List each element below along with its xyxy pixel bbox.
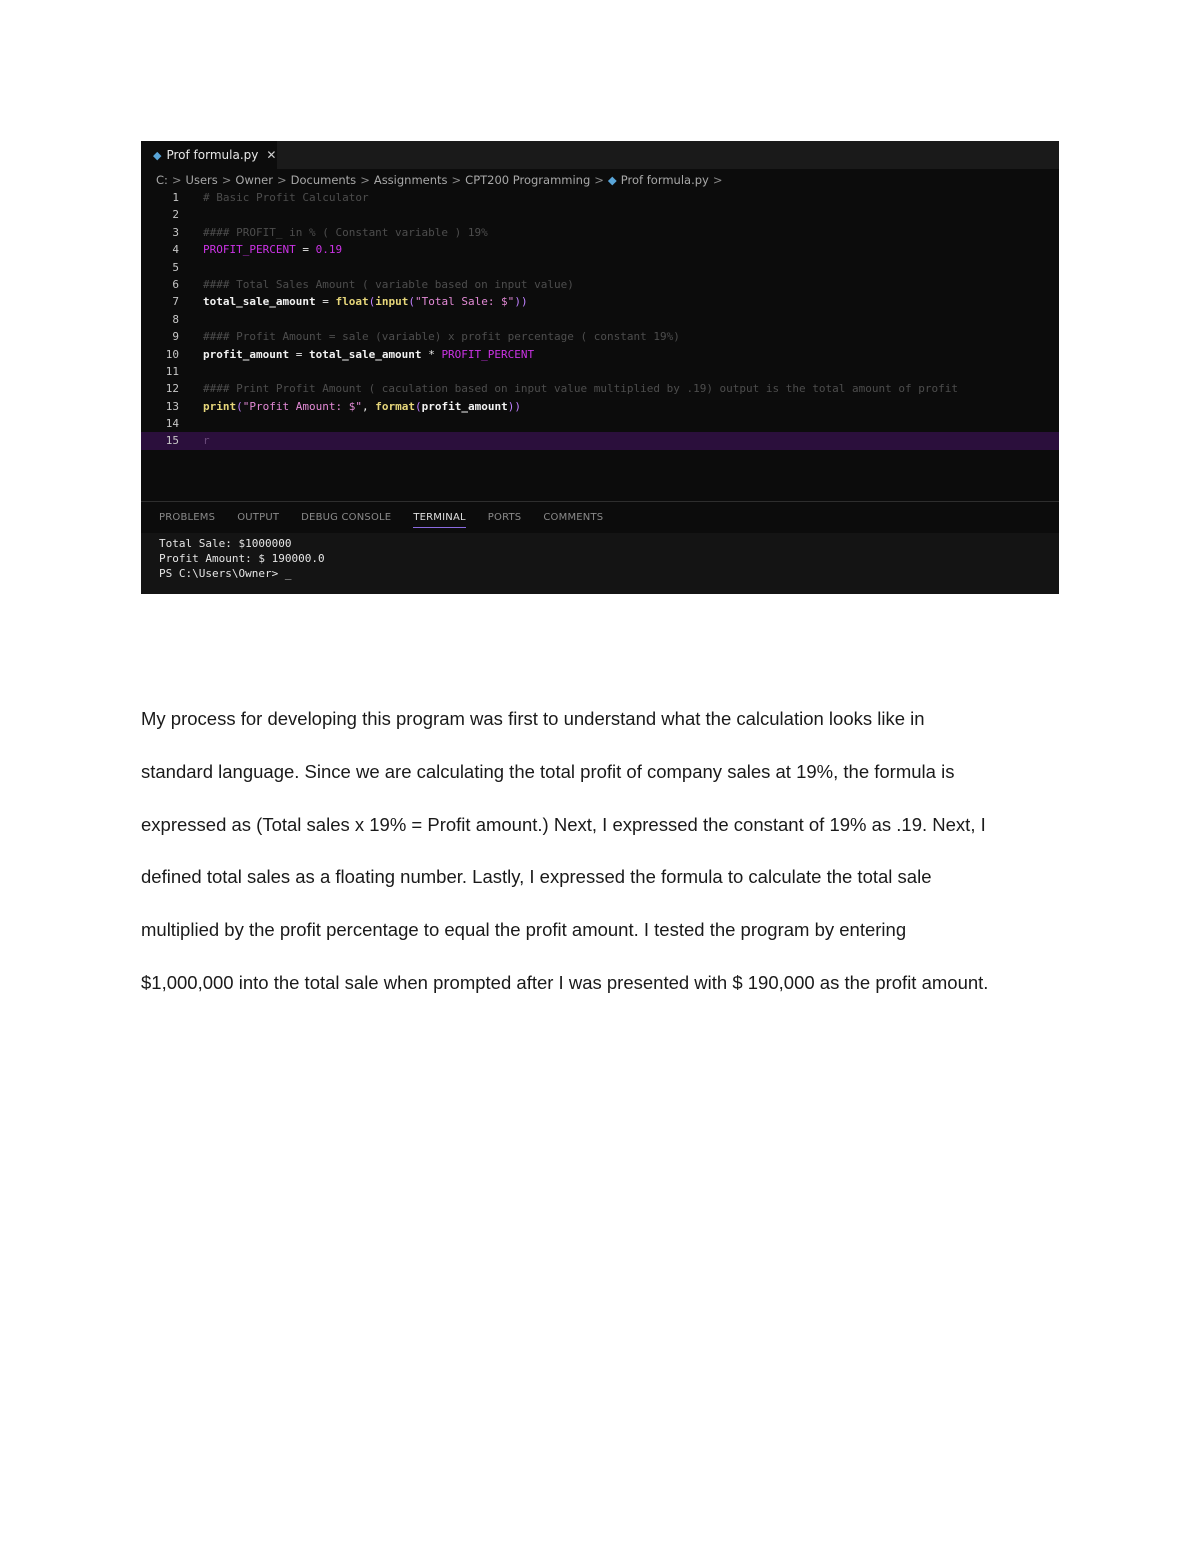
chevron-right-icon: > (171, 173, 182, 187)
code-line[interactable] (141, 398, 1059, 415)
line-number: 2 (172, 208, 179, 222)
tab-ports[interactable]: PORTS (487, 512, 522, 523)
code-line[interactable] (141, 432, 1059, 449)
python-file-icon: ◆ (607, 173, 617, 187)
line-number: 15 (165, 434, 179, 448)
tab-output[interactable]: OUTPUT (237, 512, 280, 523)
line-number: 5 (172, 260, 179, 274)
explanation-paragraph (141, 704, 1081, 1021)
breadcrumb-item[interactable]: Prof formula.py (620, 173, 709, 187)
code-line[interactable] (141, 346, 1059, 363)
line-number: 8 (172, 312, 179, 326)
line-text: # Basic Profit Calculator (203, 191, 369, 204)
paragraph-line: $1,000,000 into the total sale when prompted after I was presented with $ 190,000 as the profit amount. (141, 971, 989, 993)
breadcrumb-item[interactable]: Owner (235, 173, 273, 187)
line-number: 9 (172, 330, 179, 344)
line-number: 13 (165, 399, 179, 413)
paragraph-line: My process for developing this program was first to understand what the calculation looks like in (141, 708, 925, 729)
line-text: total_sale_amount = float(input("Total Sale: $")) (203, 295, 528, 309)
terminal-line: Profit Amount: $ 190000.0 (159, 552, 325, 565)
code-line[interactable] (141, 380, 1059, 397)
python-file-icon: ◆ (153, 148, 162, 162)
breadcrumb-item[interactable]: Users (185, 173, 218, 187)
code-line[interactable] (141, 311, 1059, 328)
line-text: #### Total Sales Amount ( variable based on input value) (203, 277, 574, 291)
terminal-line: Total Sale: $1000000 (159, 537, 292, 550)
line-number: 11 (165, 364, 179, 378)
chevron-right-icon: > (451, 173, 462, 187)
line-text: r (203, 434, 210, 448)
breadcrumb-item[interactable]: CPT200 Programming (465, 173, 591, 187)
line-number: 4 (172, 243, 179, 257)
code-line[interactable] (141, 415, 1059, 432)
code-line[interactable] (141, 363, 1059, 380)
tab-comments[interactable]: COMMENTS (543, 512, 604, 523)
terminal-prompt[interactable]: PS C:\Users\Owner> _ (159, 567, 292, 580)
chevron-right-icon: > (594, 173, 604, 187)
code-line[interactable] (141, 259, 1059, 276)
breadcrumb-item[interactable]: Assignments (373, 173, 448, 187)
breadcrumb (156, 173, 726, 187)
line-number: 12 (165, 382, 179, 396)
chevron-right-icon: > (276, 173, 287, 187)
tab-problems[interactable]: PROBLEMS (159, 512, 216, 523)
tab-terminal[interactable]: TERMINAL (413, 512, 465, 528)
line-number: 1 (172, 191, 179, 204)
editor-tab-bar (141, 141, 1059, 169)
line-number: 7 (172, 295, 179, 309)
panel-tab-bar (159, 512, 603, 528)
paragraph-line: defined total sales as a floating number. Lastly, I expressed the formula to calculate the total sale (141, 866, 932, 888)
code-line[interactable] (141, 241, 1059, 258)
line-text: #### Profit Amount = sale (variable) x profit percentage ( constant 19%) (203, 330, 680, 344)
tab-label: Prof formula.py (166, 148, 259, 162)
panel-divider (141, 501, 1059, 502)
vscode-screenshot (141, 141, 1059, 594)
line-text: #### PROFIT_ in % ( Constant variable ) 19% (203, 225, 488, 239)
line-number: 14 (165, 417, 179, 431)
breadcrumb-item[interactable]: Documents (290, 173, 357, 187)
chevron-right-icon: > (712, 173, 723, 187)
chevron-right-icon: > (221, 173, 232, 187)
line-text: profit_amount = total_sale_amount * PROFIT_PERCENT (203, 347, 535, 361)
code-line[interactable] (141, 189, 1059, 206)
code-editor[interactable] (141, 189, 1059, 450)
code-line[interactable] (141, 224, 1059, 241)
close-icon[interactable]: ✕ (266, 148, 277, 162)
line-number: 10 (165, 347, 179, 361)
code-line[interactable] (141, 293, 1059, 310)
paragraph-line: expressed as (Total sales x 19% = Profit amount.) Next, I expressed the constant of 19% as .19. Next, I (141, 813, 986, 835)
line-text: #### Print Profit Amount ( caculation based on input value multiplied by .19) output is the total amount of profit (203, 382, 958, 396)
code-line[interactable] (141, 328, 1059, 345)
breadcrumb-item[interactable]: C: (156, 173, 168, 187)
tab-prof-formula[interactable] (141, 141, 277, 169)
terminal-output[interactable] (141, 533, 1059, 594)
line-text: PROFIT_PERCENT = 0.19 (203, 243, 343, 257)
paragraph-line: multiplied by the profit percentage to equal the profit amount. I tested the program by entering (141, 919, 907, 941)
line-text: print("Profit Amount: $", format(profit_amount)) (203, 399, 521, 413)
line-number: 6 (172, 277, 179, 291)
tab-debug-console[interactable]: DEBUG CONSOLE (301, 512, 392, 523)
chevron-right-icon: > (360, 173, 370, 187)
line-number: 3 (172, 225, 179, 239)
code-line[interactable] (141, 276, 1059, 293)
paragraph-line: standard language. Since we are calculating the total profit of company sales at 19%, the formula is (141, 760, 955, 782)
code-line[interactable] (141, 206, 1059, 223)
